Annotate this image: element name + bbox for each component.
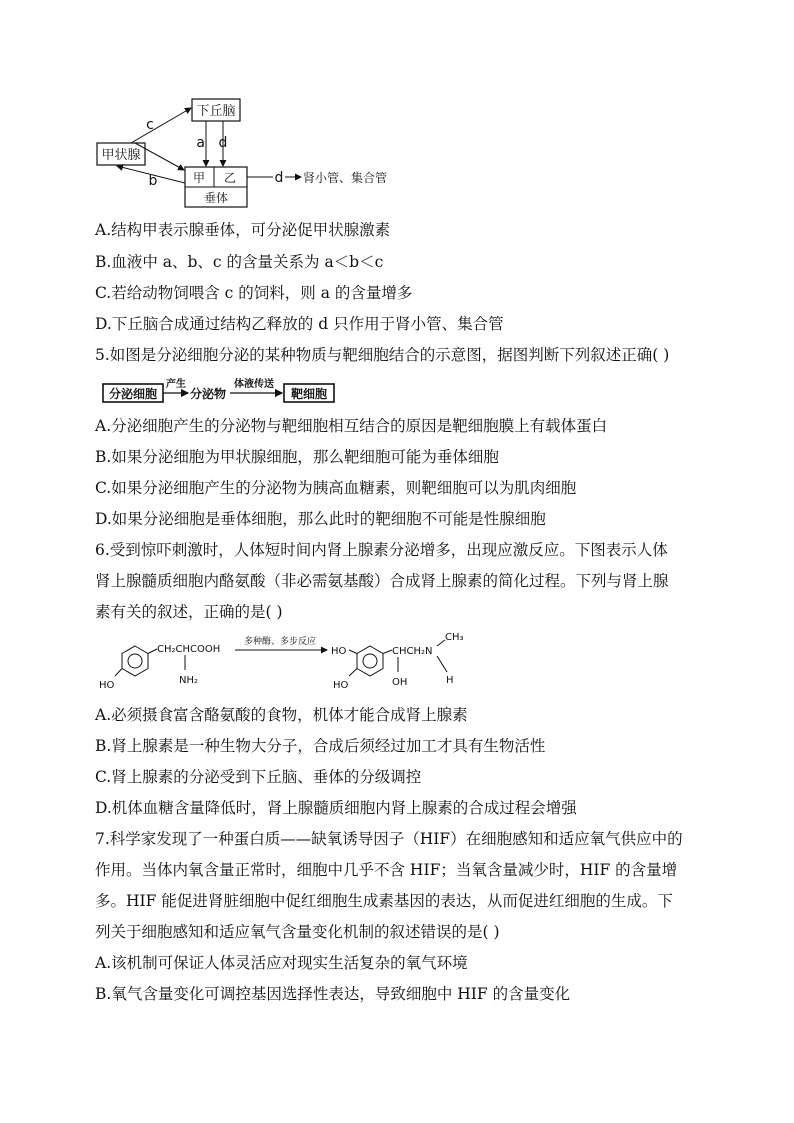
transport-label: 体液传送 [234, 379, 274, 390]
q5-option-c: C.如果分泌细胞产生的分泌物为胰高血糖素，则靶细胞可以为肌肉细胞 [95, 479, 577, 497]
q7-stem-line-3: 多。HIF 能促进肾脏细胞中促红细胞生成素基因的表达，从而促进红细胞的生成。下 [95, 892, 673, 910]
target-cell-label: 靶细胞 [290, 387, 328, 401]
q6-stem-line-3: 素有关的叙述，正确的是( ) [95, 603, 283, 621]
arrow-d-up-label: d [218, 135, 228, 151]
tyrosine-ho-label: HO [99, 680, 115, 691]
q5-option-d: D.如果分泌细胞是垂体细胞，那么此时的靶细胞不可能是性腺细胞 [95, 510, 546, 528]
q6-option-a: A.必须摄食富含酪氨酸的食物，机体才能合成肾上腺素 [95, 706, 468, 724]
thyroid-label: 甲状腺 [101, 148, 141, 163]
secretion-label: 分泌物 [190, 387, 227, 401]
q4-option-a: A.结构甲表示腺垂体，可分泌促甲状腺激素 [95, 221, 391, 239]
secretory-cell-label: 分泌细胞 [108, 387, 158, 401]
arrow-a-label: a [196, 135, 205, 151]
hormone-regulation-figure [95, 95, 395, 213]
q6-option-d: D.机体血糖含量降低时，肾上腺髓质细胞内肾上腺素的合成过程会增强 [95, 799, 577, 817]
q6-stem-line-1: 6.受到惊吓刺激时，人体短时间内肾上腺素分泌增多，出现应激反应。下图表示人体 [95, 541, 668, 559]
q6-option-c: C.肾上腺素的分泌受到下丘脑、垂体的分级调控 [95, 768, 422, 786]
q6-option-b: B.肾上腺素是一种生物大分子，合成后须经过加工才具有生物活性 [95, 737, 546, 755]
hypothalamus-label: 下丘脑 [196, 104, 236, 119]
q5-option-a: A.分泌细胞产生的分泌物与靶细胞相互结合的原因是靶细胞膜上有载体蛋白 [95, 417, 608, 435]
q7-option-b: B.氧气含量变化可调控基因选择性表达，导致细胞中 HIF 的含量变化 [95, 985, 571, 1003]
q7-stem-line-4: 列关于细胞感知和适应氧气含量变化机制的叙述错误的是( ) [95, 923, 500, 941]
arrow-c-label: c [146, 117, 154, 133]
arrow-b-label: b [148, 173, 158, 189]
adrenaline-ho-top-label: HO [331, 646, 347, 657]
q6-stem-line-2: 肾上腺髓质细胞内酪氨酸（非必需氨基酸）合成肾上腺素的简化过程。下列与肾上腺 [95, 572, 669, 590]
q4-option-d: D.下丘脑合成通过结构乙释放的 d 只作用于肾小管、集合管 [95, 315, 504, 333]
tyrosine-to-adrenaline-figure [95, 630, 495, 695]
adrenaline-chain-label: CHCH₂N [392, 646, 433, 657]
adrenaline-ho-bottom-label: HO [333, 680, 349, 691]
q4-option-b: B.血液中 a、b、c 的含量关系为 a＜b＜c [95, 253, 384, 271]
tyrosine-chain-label: CH₂CHCOOH [157, 644, 221, 655]
arrow-d-right-label: d [274, 170, 284, 186]
secretion-figure [100, 376, 380, 406]
adrenaline-h-label: H [446, 675, 454, 686]
q7-stem-line-2: 作用。当体内氧含量正常时，细胞中几乎不含 HIF；当氧含量减少时，HIF 的含量增 [95, 861, 678, 879]
pituitary-label: 垂体 [203, 191, 229, 205]
q7-stem-line-1: 7.科学家发现了一种蛋白质——缺氧诱导因子（HIF）在细胞感知和适应氧气供应中的 [95, 830, 683, 848]
q7-option-a: A.该机制可保证人体灵活应对现实生活复杂的氧气环境 [95, 954, 468, 972]
yi-label: 乙 [223, 171, 237, 185]
adrenaline-ch3-label: CH₃ [445, 632, 464, 643]
q5-stem: 5.如图是分泌细胞分泌的某种物质与靶细胞结合的示意图，据图判断下列叙述正确( ) [95, 346, 670, 364]
produce-label: 产生 [166, 379, 186, 390]
reaction-condition-label: 多种酶、多步反应 [243, 637, 317, 647]
target-label: 肾小管、集合管 [303, 171, 388, 185]
q5-option-b: B.如果分泌细胞为甲状腺细胞，那么靶细胞可能为垂体细胞 [95, 448, 499, 466]
q4-option-c: C.若给动物饲喂含 c 的饲料，则 a 的含量增多 [95, 284, 413, 302]
tyrosine-nh2-label: NH₂ [179, 675, 199, 686]
jia-label: 甲 [192, 171, 206, 185]
adrenaline-oh-label: OH [392, 677, 408, 688]
